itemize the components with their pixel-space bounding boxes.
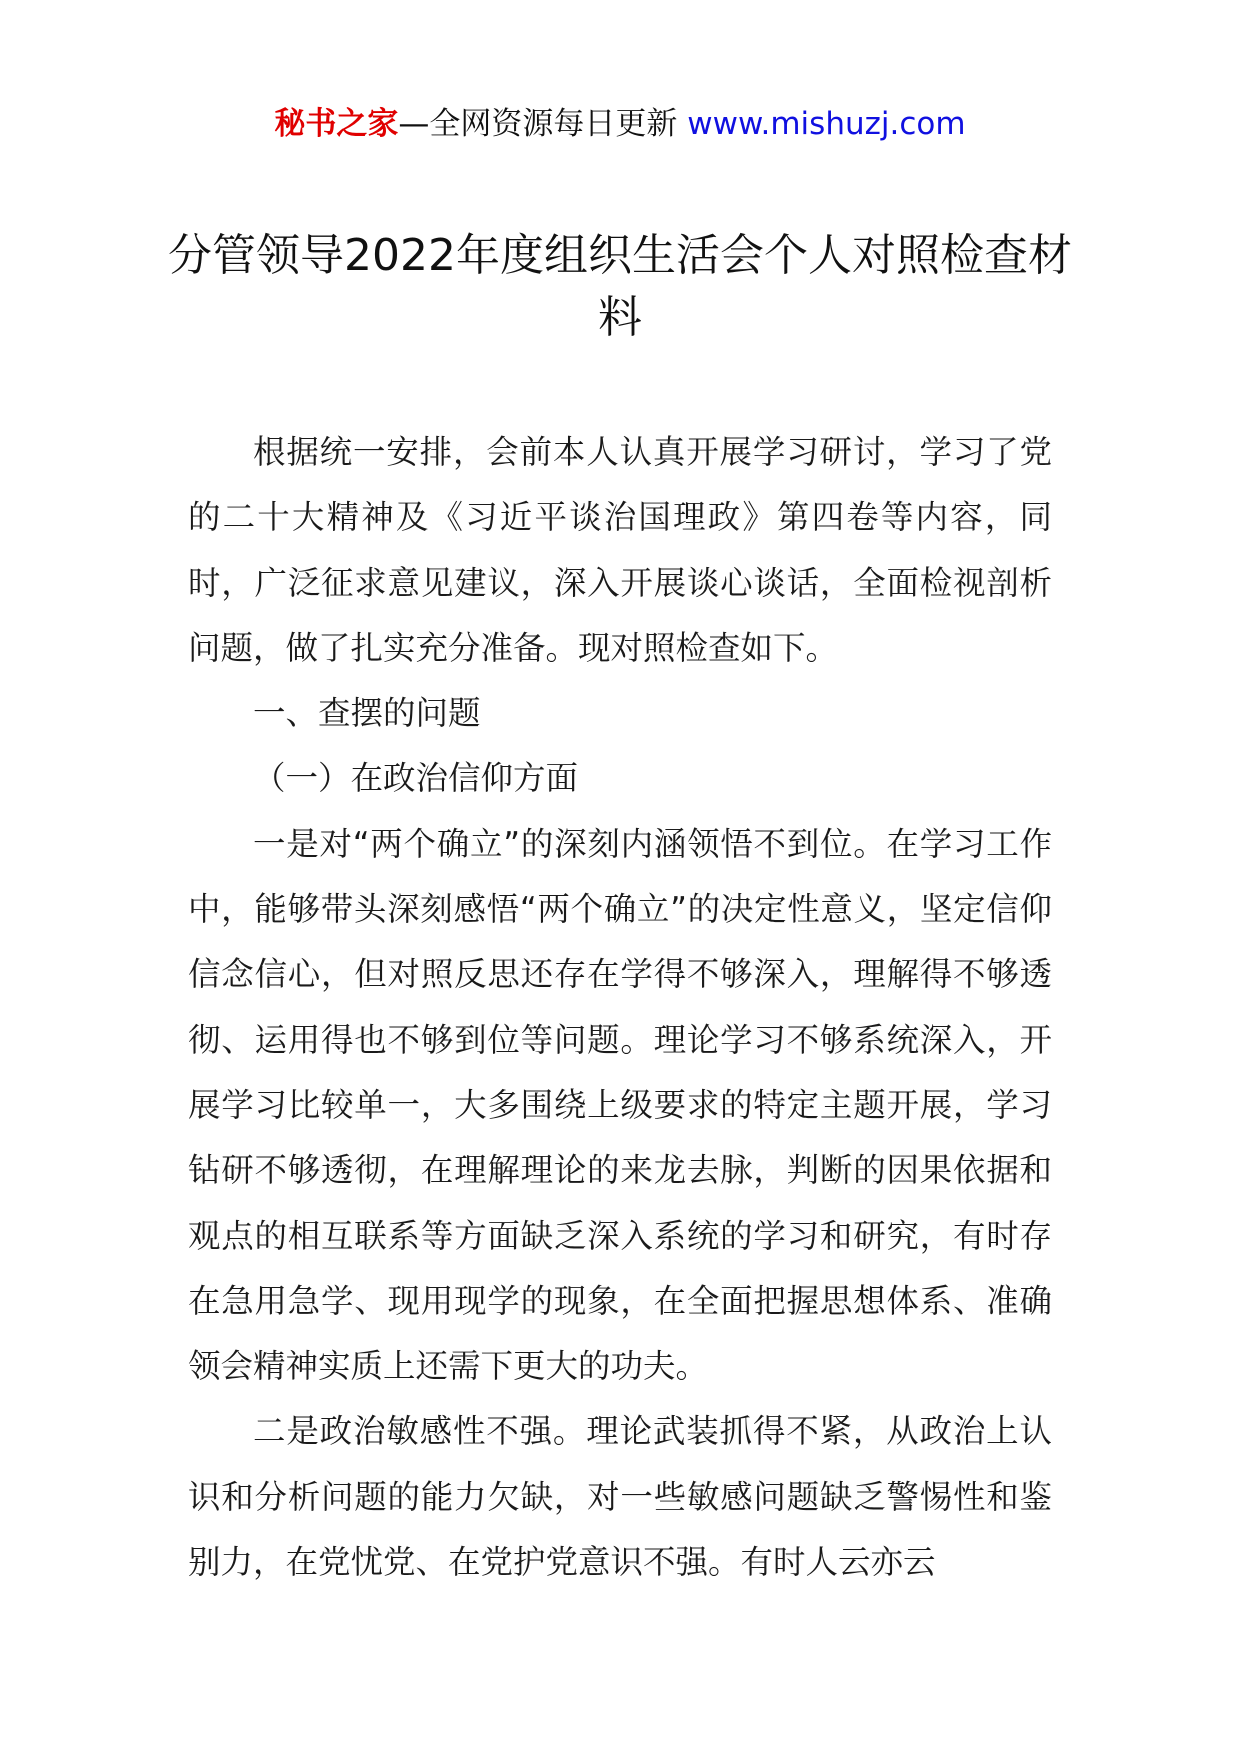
- site-header: [0, 100, 1240, 148]
- body-paragraph: 一是对“两个确立”的深刻内涵领悟不到位。在学习工作中，能够带头深刻感悟“两个确立”的决定性意义，坚定信仰信念信心，但对照反思还存在学得不够深入，理解得不够透彻、运用得也不够到位等问题。理论学习不够系统深入，开展学习比较单一，大多围绕上级要求的特定主题开展，学习钻研不够透彻，在理解理论的来龙去脉，判断的因果依据和观点的相互联系等方面缺乏深入系统的学习和研究，有时存在急用急学、现用现学的现象，在全面把握思想体系、准确领会精神实质上还需下更大的功夫。: [188, 824, 1052, 1386]
- document-body: [188, 420, 1052, 1595]
- intro-paragraph: 根据统一安排，会前本人认真开展学习研讨，学习了党的二十大精神及《习近平谈治国理政》第四卷等内容，同时，广泛征求意见建议，深入开展谈心谈话，全面检视剖析问题，做了扎实充分准备。现对照检查如下。: [188, 433, 1052, 667]
- body-paragraph: 二是政治敏感性不强。理论武装抓得不紧，从政治上认识和分析问题的能力欠缺，对一些敏感问题缺乏警惕性和鉴别力，在党忧党、在党护党意识不强。有时人云亦云: [188, 1412, 1052, 1582]
- header-tagline: —全网资源每日更新: [398, 106, 678, 142]
- brand-name: 秘书之家: [274, 106, 399, 142]
- site-url-link[interactable]: www.mishuzj.com: [687, 106, 966, 142]
- document-title: 分管领导2022年度组织生活会个人对照检查材料: [168, 230, 1072, 343]
- subsection-heading: （一）在政治信仰方面: [253, 759, 579, 798]
- section-heading: 一、查摆的问题: [253, 694, 481, 733]
